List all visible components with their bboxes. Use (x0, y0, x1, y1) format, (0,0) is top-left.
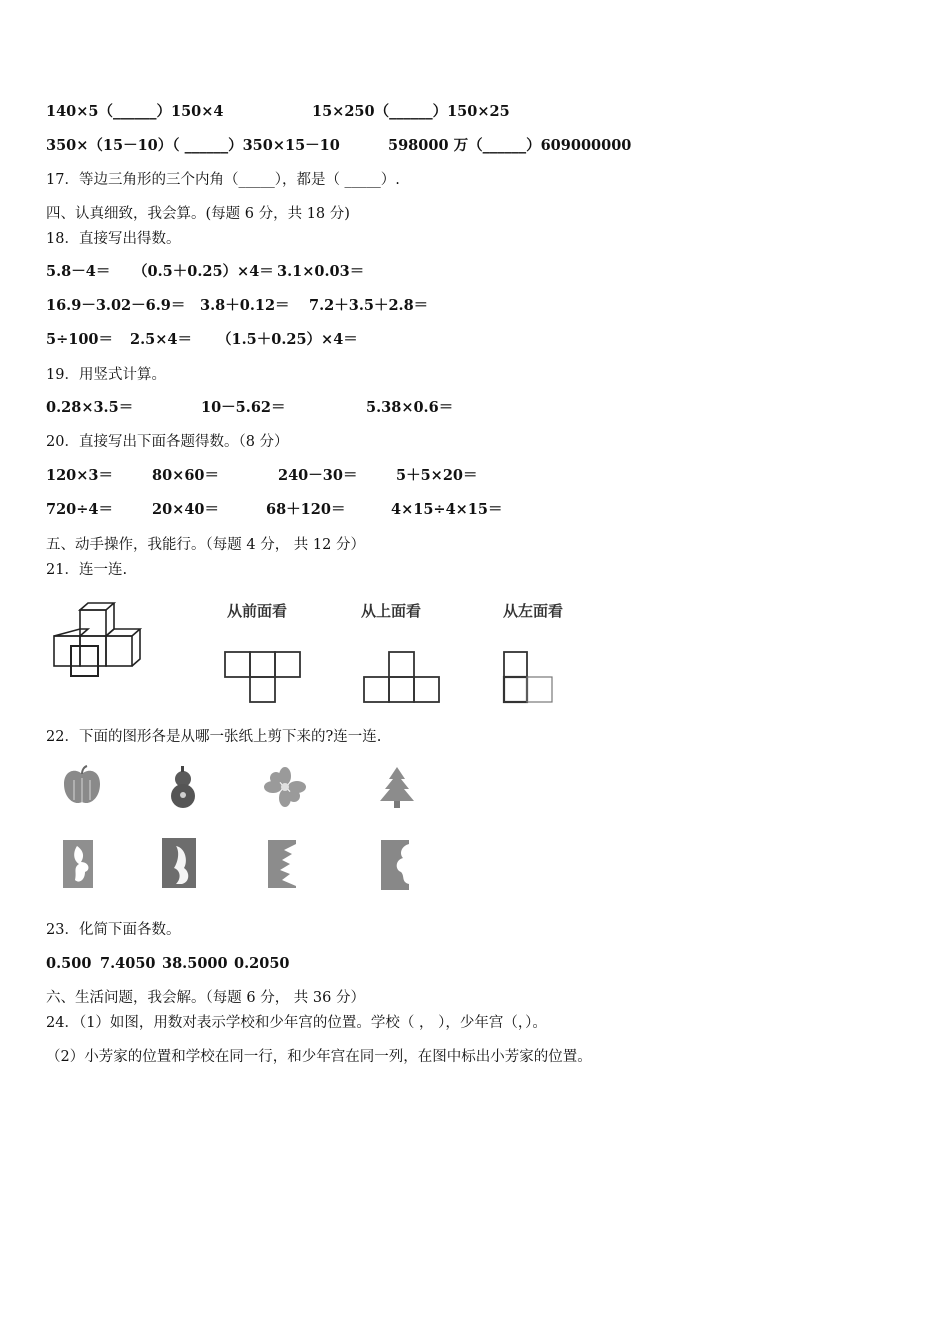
calc-item: 5.8－4＝ (46, 263, 111, 280)
calc-item: 3.8＋0.12＝ (200, 297, 290, 314)
question-20-title: 20．直接写出下面各题得数。（8 分） (46, 434, 289, 450)
view-label-top: 从上面看 (361, 602, 422, 620)
calc-item: 720÷4＝ (46, 501, 114, 518)
vertical-calc-item: 0.28×3.5＝ (46, 399, 134, 416)
calc-item: （1.5＋0.25）×4＝ (217, 331, 358, 348)
section-4-heading: 四、认真细致，我会算。(每题 6 分，共 18 分) (46, 206, 350, 222)
decimal-item: 38.5000 (162, 955, 228, 972)
calc-item: 3.1×0.03＝ (277, 263, 365, 280)
question-24-part-2: （2）小芳家的位置和学校在同一行，和少年宫在同一列，在图中标出小芳家的位置。 (46, 1049, 592, 1065)
apple-shape (62, 766, 102, 808)
gourd-shape (165, 766, 201, 810)
compare-item: 350×（15－10）（ ______）350×15－10 (46, 137, 340, 154)
calc-item: 20×40＝ (152, 501, 220, 518)
decimal-item: 0.2050 (234, 955, 290, 972)
decimal-item: 7.4050 (100, 955, 156, 972)
calc-item: 5＋5×20＝ (396, 467, 478, 484)
left-view-figure (504, 652, 556, 704)
question-19-title: 19．用竖式计算。 (46, 367, 166, 383)
vertical-calc-item: 5.38×0.6＝ (366, 399, 454, 416)
compare-item: 598000 万（______）609000000 (388, 137, 632, 154)
cube-stack-figure (50, 600, 150, 680)
question-23-title: 23．化简下面各数。 (46, 922, 181, 938)
paper-sheet-4 (381, 840, 413, 892)
view-label-left: 从左面看 (503, 602, 564, 620)
calc-item: 7.2＋3.5＋2.8＝ (309, 297, 429, 314)
paper-sheet-1 (63, 840, 97, 890)
calc-item: 240－30＝ (278, 467, 358, 484)
calc-item: 68＋120＝ (266, 501, 346, 518)
question-21-title: 21．连一连. (46, 562, 128, 578)
section-6-heading: 六、生活问题，我会解。（每题 6 分， 共 36 分） (46, 990, 365, 1006)
question-22-title: 22．下面的图形各是从哪一张纸上剪下来的?连一连. (46, 729, 382, 745)
decimal-item: 0.500 (46, 955, 92, 972)
flower-shape (264, 767, 306, 807)
calc-item: 5÷100＝ (46, 331, 114, 348)
question-18-title: 18．直接写出得数。 (46, 231, 181, 247)
calc-item: （0.5＋0.25）×4＝ (133, 263, 274, 280)
tree-shape (378, 767, 416, 809)
calc-item: 2.5×4＝ (130, 331, 192, 348)
vertical-calc-item: 10－5.62＝ (201, 399, 286, 416)
paper-sheet-2 (162, 838, 198, 890)
calc-item: 120×3＝ (46, 467, 114, 484)
calc-item: 4×15÷4×15＝ (391, 501, 503, 518)
view-label-front: 从前面看 (227, 602, 288, 620)
calc-item: 16.9－3.02－6.9＝ (46, 297, 186, 314)
compare-item: 15×250（______）150×25 (312, 103, 510, 120)
top-view-figure (364, 652, 440, 704)
compare-item: 140×5（______）150×4 (46, 103, 224, 120)
paper-sheet-3 (268, 840, 300, 890)
question-17: 17．等边三角形的三个内角（_____），都是（ _____）. (46, 172, 400, 188)
calc-item: 80×60＝ (152, 467, 220, 484)
section-5-heading: 五、动手操作，我能行。（每题 4 分， 共 12 分） (46, 537, 365, 553)
question-24-part-1: 24．（1）如图，用数对表示学校和少年宫的位置。学校（ ， ），少年宫（，）。 (46, 1015, 547, 1031)
front-view-figure (225, 652, 301, 704)
